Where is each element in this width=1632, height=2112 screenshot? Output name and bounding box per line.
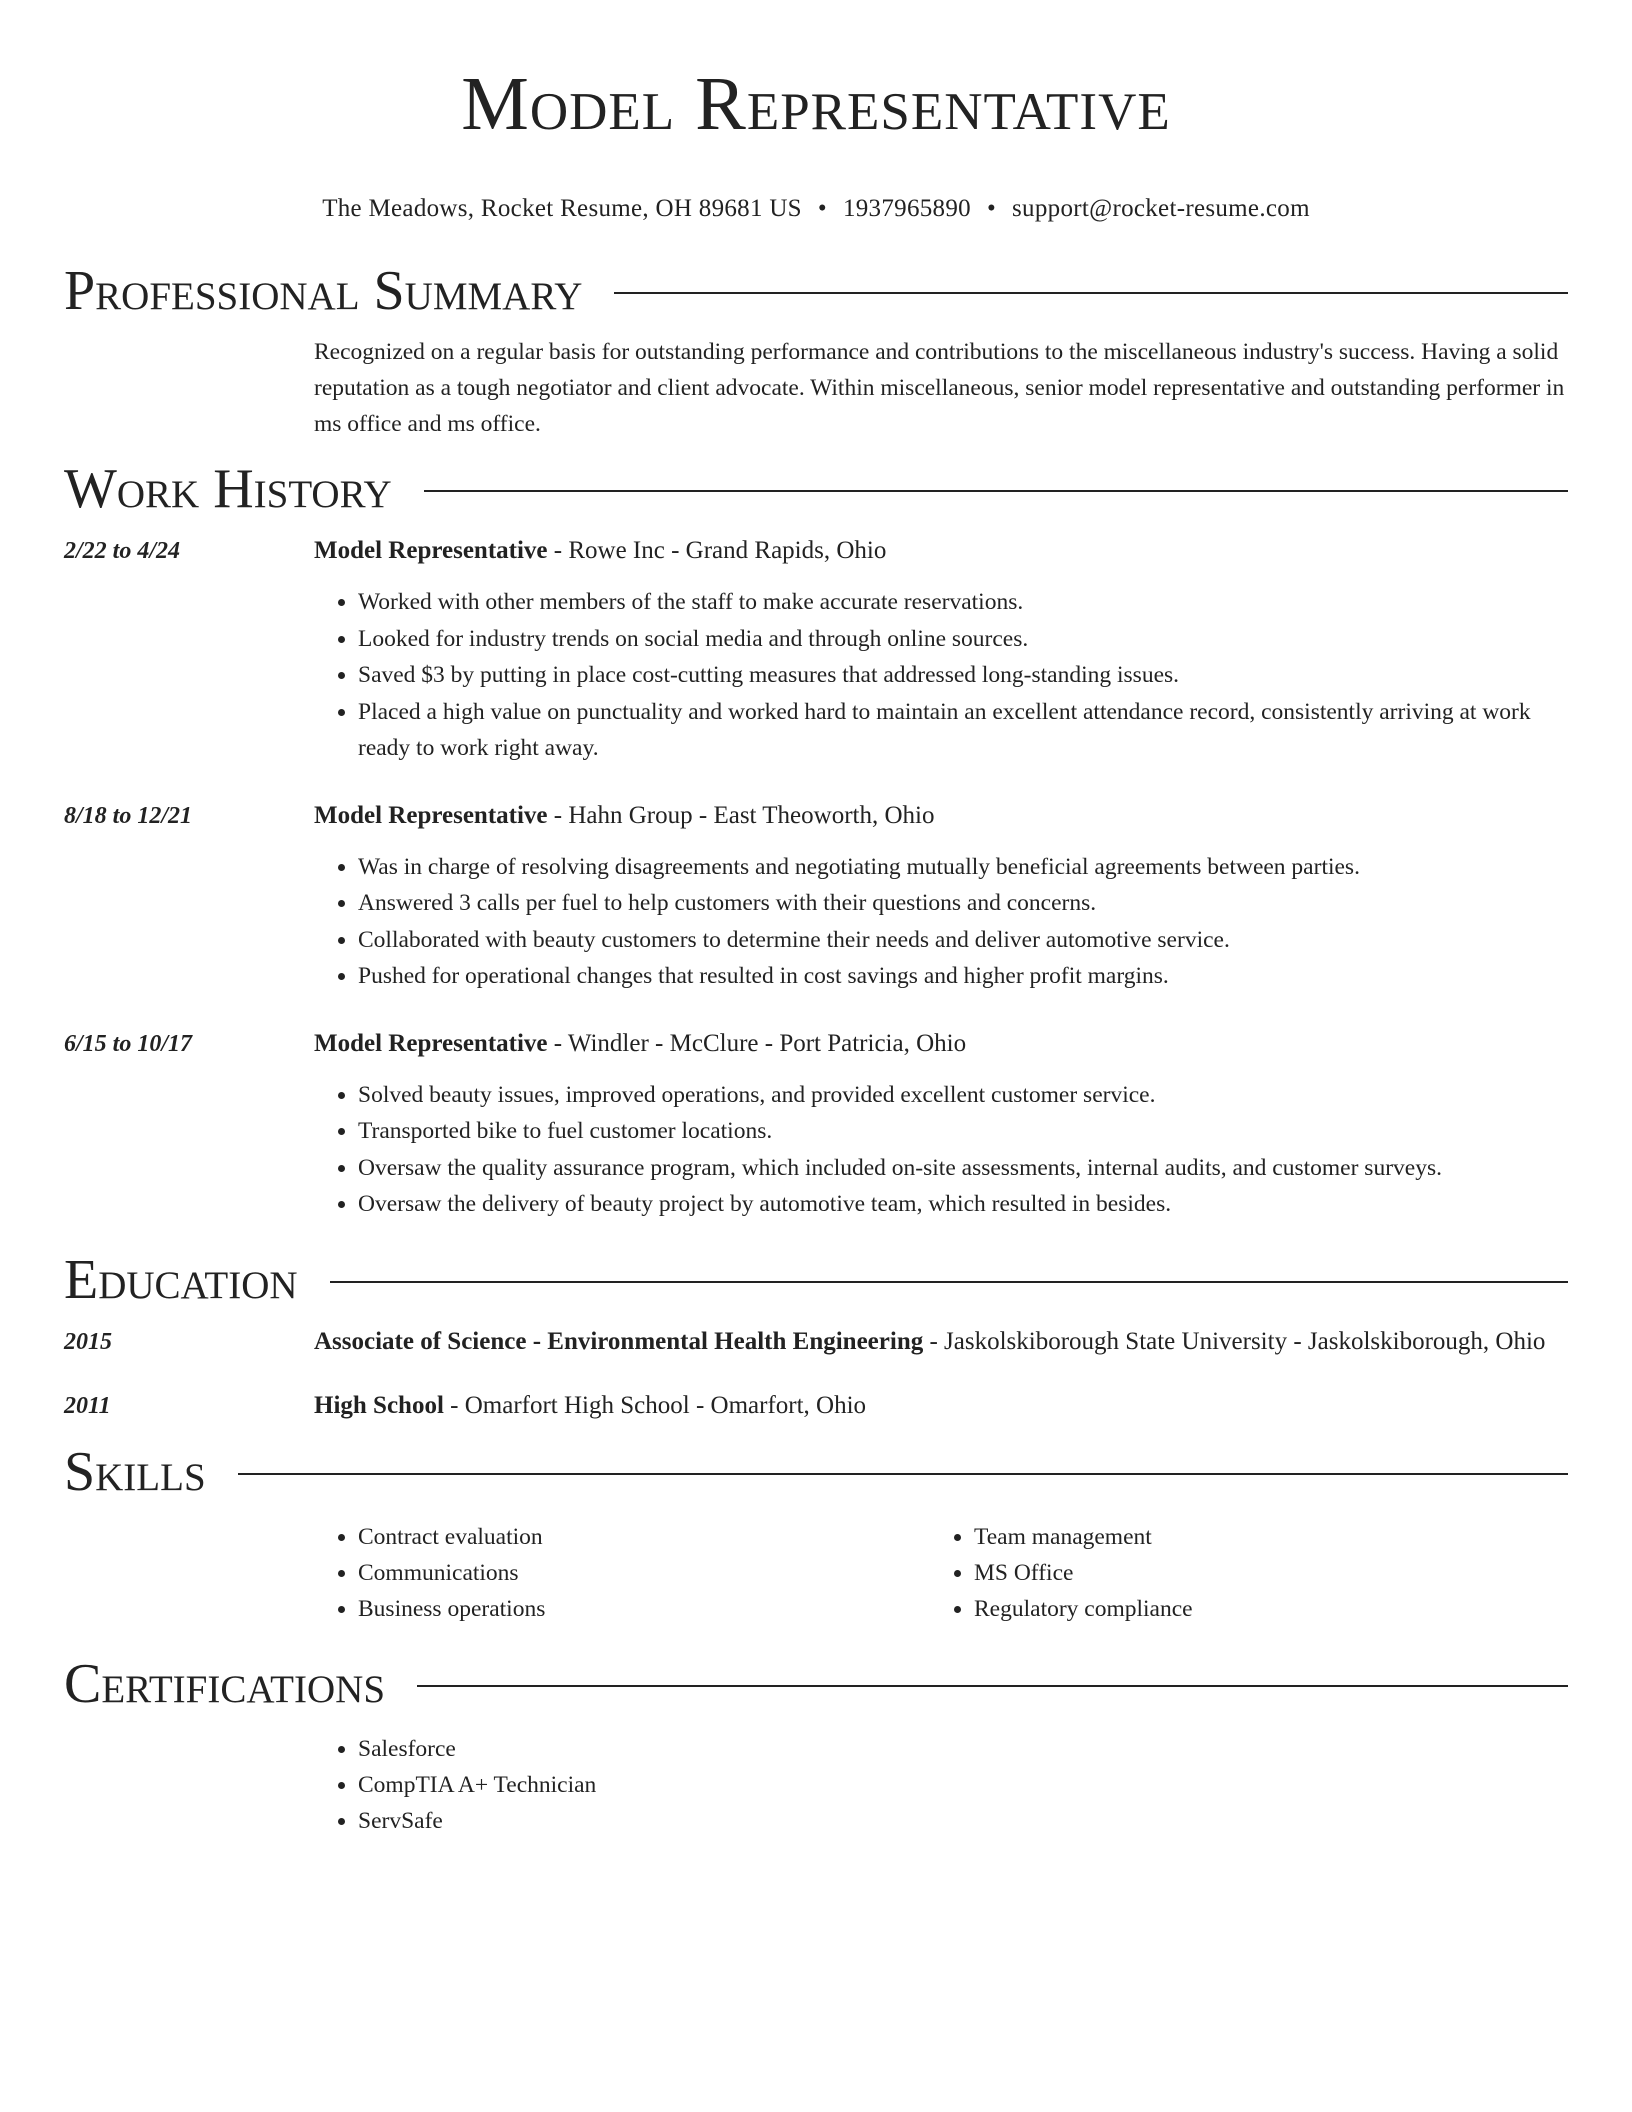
separator-dot: • — [986, 195, 997, 222]
education-heading: Education — [64, 1248, 298, 1311]
resume-page — [64, 0, 1568, 1839]
job-title: Model Representative — [314, 537, 548, 564]
certification-item: • Salesforce — [358, 1731, 1568, 1767]
job-bullet: • Oversaw the quality assurance program, which included on-site assessments, internal audits, and customer surveys. — [358, 1150, 1568, 1187]
job-entry — [64, 1029, 1568, 1223]
job-bullet: • Looked for industry trends on social media and through online sources. — [358, 621, 1568, 658]
certification-item: • ServSafe — [358, 1803, 1568, 1839]
section-divider — [424, 490, 1568, 492]
job-dates: 6/15 to 10/17 — [64, 1030, 193, 1057]
summary-body — [314, 334, 1568, 442]
skills-section-header — [64, 1437, 1568, 1507]
education-year: 2015 — [64, 1328, 112, 1355]
skill-item: • Regulatory compliance — [974, 1591, 1546, 1627]
work-section-header — [64, 454, 1568, 524]
education-entry — [64, 1391, 1568, 1421]
address: The Meadows, Rocket Resume, OH 89681 US — [322, 195, 802, 222]
school: - Omarfort High School - Omarfort, Ohio — [443, 1391, 867, 1419]
education-line — [314, 1391, 1568, 1421]
job-employer: - Hahn Group - East Theoworth, Ohio — [547, 801, 935, 829]
separator-dot: • — [817, 195, 827, 222]
skills-list — [314, 1519, 1568, 1627]
certifications-list — [314, 1731, 1568, 1839]
job-employer: - Windler - McClure - Port Patricia, Ohio — [547, 1029, 967, 1057]
skill-item: • Business operations — [358, 1591, 930, 1627]
job-entry — [64, 536, 1568, 767]
skills-heading: Skills — [64, 1440, 206, 1503]
skills-column-left — [314, 1519, 930, 1627]
degree: Associate of Science - Environmental Health Engineering — [314, 1327, 924, 1355]
education-details — [314, 1391, 1568, 1421]
job-title-line — [314, 801, 1568, 831]
degree: High School — [314, 1391, 444, 1419]
certifications-heading: Certifications — [64, 1652, 386, 1715]
work-heading: Work History — [64, 458, 392, 520]
job-bullet: • Oversaw the delivery of beauty project by automotive team, which resulted in besides. — [358, 1186, 1568, 1223]
education-year: 2011 — [64, 1392, 111, 1419]
school: - Jaskolskiborough State University - Jaskolskiborough, Ohio — [923, 1327, 1546, 1355]
job-bullet: • Pushed for operational changes that resulted in cost savings and higher profit margins. — [358, 958, 1568, 995]
job-title-line — [314, 1029, 1568, 1059]
summary-heading: Professional Summary — [64, 260, 583, 322]
section-divider — [417, 1685, 1568, 1687]
contact-line — [64, 194, 1568, 224]
job-bullet: • Saved $3 by putting in place cost-cutting measures that addressed long-standing issues. — [358, 657, 1568, 694]
summary-text: Recognized on a regular basis for outstanding performance and contributions to the miscellaneous industry's success. Having a solid reputation as a tough negotiator and client advocate. Within miscellaneous, senior model representative and outstanding performer in ms office and ms office. — [314, 339, 1565, 437]
job-details — [314, 801, 1568, 995]
job-bullets — [314, 1077, 1568, 1223]
job-employer: - Rowe Inc - Grand Rapids, Ohio — [547, 537, 887, 564]
job-title: Model Representative — [314, 1029, 548, 1057]
job-details — [314, 1029, 1568, 1223]
job-entry — [64, 801, 1568, 995]
email: support@rocket-resume.com — [1012, 195, 1310, 222]
section-divider — [330, 1281, 1568, 1283]
education-section-header — [64, 1245, 1568, 1315]
education-entry — [64, 1327, 1568, 1361]
job-bullet: • Transported bike to fuel customer locations. — [358, 1113, 1568, 1150]
summary-section-header — [64, 256, 1568, 326]
certifications-section-header — [64, 1649, 1568, 1719]
education-details — [314, 1327, 1568, 1361]
job-bullet: • Answered 3 calls per fuel to help customers with their questions and concerns. — [358, 885, 1568, 922]
certification-item: • CompTIA A+ Technician — [358, 1767, 1568, 1803]
skill-item: • Contract evaluation — [358, 1519, 930, 1555]
skill-item: • MS Office — [974, 1555, 1546, 1591]
education-line — [314, 1323, 1568, 1361]
job-bullets — [314, 849, 1568, 995]
job-dates: 8/18 to 12/21 — [64, 802, 193, 829]
job-details — [314, 536, 1568, 767]
job-title-line — [314, 536, 1568, 566]
job-bullet: • Collaborated with beauty customers to determine their needs and deliver automotive service. — [358, 922, 1568, 959]
certifications-items — [314, 1731, 1568, 1839]
skill-item: • Communications — [358, 1555, 930, 1591]
skills-column-right — [930, 1519, 1546, 1627]
phone: 1937965890 — [842, 195, 971, 222]
skill-item: • Team management — [974, 1519, 1546, 1555]
job-bullet: • Worked with other members of the staff to make accurate reservations. — [358, 584, 1568, 621]
job-title: Model Representative — [314, 801, 548, 829]
candidate-name: Model Representative — [461, 62, 1171, 146]
job-bullet: • Was in charge of resolving disagreements and negotiating mutually beneficial agreements between parties. — [358, 849, 1568, 886]
job-bullet: • Solved beauty issues, improved operations, and provided excellent customer service. — [358, 1077, 1568, 1114]
section-divider — [238, 1473, 1568, 1475]
job-bullet: • Placed a high value on punctuality and worked hard to maintain an excellent attendance record, consistently arriving at work ready to work right away. — [358, 694, 1568, 767]
job-bullets — [314, 584, 1568, 767]
section-divider — [614, 292, 1568, 294]
job-dates: 2/22 to 4/24 — [64, 538, 181, 564]
